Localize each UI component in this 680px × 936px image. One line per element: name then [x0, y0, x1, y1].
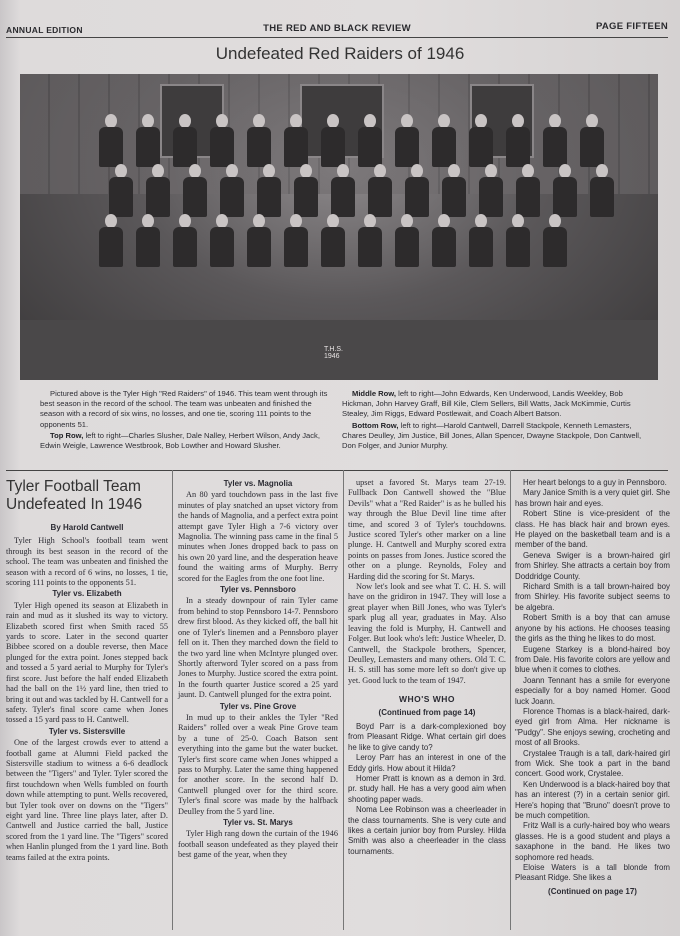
photo-caption-right — [342, 389, 642, 452]
page-header — [6, 20, 668, 36]
player-figure — [182, 164, 208, 216]
paragraph: Tyler High rang down the curtain of the 1946 football season undefeated as they played their best game of the year, when they — [178, 829, 338, 860]
player-figure — [209, 214, 235, 266]
profile-paragraph: Robert Smith is a boy that can amuse anyone by his actions. He chooses teasing the girls as the thing he likes to do most. — [515, 613, 670, 644]
player-figure — [552, 164, 578, 216]
subheading: Tyler vs. St. Marys — [223, 818, 293, 827]
article-column-1 — [6, 520, 168, 863]
column-divider — [172, 470, 173, 930]
player-figure — [431, 114, 457, 166]
continued-on: (Continued on page 17) — [548, 886, 637, 896]
paragraph: upset a favored St. Marys team 27-19. Fullback Don Cantwell showed the "Blue Devils" what a "Red Raider" is as he bulled his way through the Blue Devil line time after time, and scored 3 of Tyler's touchdowns. Justice scored Tyler's other marker on a line plunge. H. Cantwell and Murphy scored extra points on passes from Jones. Justice scored the other on a plunge. Reynolds, Foley and Harding did the scoring for St. Marys. — [348, 478, 506, 581]
subheading: Tyler vs. Pine Grove — [219, 701, 297, 711]
player-figure — [320, 114, 346, 166]
player-figure — [283, 214, 309, 266]
player-figure — [246, 214, 272, 266]
paragraph: An 80 yard touchdown pass in the last five minutes of play snatched an upset victory from the hands of Magnolia, and a perfect extra point attempt gave Tyler High a 7-6 victory over Magnolia. The winning pass came in the final 5 minutes when Jones dropped back to pass on his own 20 yard line, and the desperation heave found the waiting arms of Murphy. Berry scored for the Eagles from the one foot line. — [178, 490, 338, 583]
column-divider — [343, 470, 344, 930]
player-figure — [135, 114, 161, 166]
paragraph: Now let's look and see what T. C. H. S. will have on the gridiron in 1947. They will lose a great player when Bill Jones, who was Tyler's spark plug all year, graduates in May. Also leaving the fold is Murphy, H. Cantwell and Folger. But look who's left: Justice Wheeler, D. Cantwell, the Stackpole brothers, Spencer, Deulley, Lemasters and many others. Old T. C. H. S. still has some more left so don't give up yet. Good luck to the team of 1947. — [348, 582, 506, 685]
column-divider — [510, 470, 511, 930]
profile-paragraph: Boyd Parr is a dark-complexioned boy from Pleasant Ridge. What certain girl does he like to give candy to? — [348, 721, 506, 752]
profile-paragraph: Eugene Starkey is a blond-haired boy from Dale. His favorite colors are yellow and blue when it comes to clothes. — [515, 644, 670, 675]
article-column-2 — [178, 478, 338, 861]
byline: By Harold Cantwell — [50, 523, 124, 532]
subheading: Tyler vs. Magnolia — [223, 479, 293, 488]
edition-label: ANNUAL EDITION — [6, 25, 83, 35]
caption-intro: Pictured above is the Tyler High "Red Raiders" of 1946. This team went through its best season in the record of the school. The team was unbeaten and finished the season with a record of six wins, no losses, and one tie, scoring 111 points to the opponents 51. — [40, 389, 328, 429]
player-figure — [394, 114, 420, 166]
paragraph: One of the largest crowds ever to attend a football game at Alumni Field packed the Sistersville stadium to witness a 6-6 deadlock between the "Tigers" and Tyler. Tyler scored the first touchdown when Wells fumbled on fourth down while attempting to punt. Wells recovered, but Tyler took over on downs on the "Tigers" eight yard line. Three line plays later, after D. Cantwell and Justice carried the ball, Justice scored from the 1 yard line. The "Tigers" scored when Hanlin plunged from the 1 yard line. Both teams failed at the extra points. — [6, 738, 168, 862]
photo-label: T.H.S. 1946 — [323, 346, 343, 360]
player-figure — [515, 164, 541, 216]
player-figure — [246, 114, 272, 166]
subheading: Tyler vs. Elizabeth — [52, 589, 122, 599]
profile-paragraph: Fritz Wall is a curly-haired boy who wears glasses. He is a good student and plays a saxaphone in the band. He likes two sophomore red heads. — [515, 821, 670, 862]
profile-paragraph: Homer Pratt is known as a demon in 3rd. pr. study hall. He has a very good aim when shooting paper wads. — [348, 773, 506, 804]
player-figure — [441, 164, 467, 216]
profile-paragraph: Richard Smith is a tall brown-haired boy from Shirley. His favorite subject seems to be algebra. — [515, 582, 670, 612]
caption-bottom-row: Bottom Row, left to right—Harold Cantwell, Darrell Stackpole, Kenneth Lemasters, Chares Deulley, Jim Justice, Bill Jones, Allan Spencer, Dwayne Stackpole, Don Cantwell, Don Folger, and Junior Murphy. — [342, 420, 642, 451]
profile-paragraph: Ken Underwood is a black-haired boy that has an interest (?) in a certain senior girl. Here's hoping that "Bruno" doesn't prove to be much competition. — [515, 779, 670, 820]
paragraph: In mud up to their ankles the Tyler "Red Raiders" rolled over a weak Pine Grove team by a tune of 25-0. Coach Batson sent everything into the game but the water bucket. Tyler's first score came when Jones whipped a pass to Murphy. Later the same thing happened for another score. In the second half D. Cantwell plunged over for the third score. Tyler's final score was made by the halfback Deulley from the 5 yard line. — [178, 712, 338, 816]
player-figure — [468, 214, 494, 266]
profile-paragraph: Noma Lee Robinson was a cheerleader in the class tournaments. She is very cute and likes a certain junior boy from Pursley. Hilda Smith was also a cheerleader in the class tournaments. — [348, 805, 506, 856]
player-figure — [172, 114, 198, 166]
player-figure — [357, 214, 383, 266]
caption-top-row: Top Row, left to right—Charles Slusher, Dale Nalley, Herbert Wilson, Andy Jack, Edwin Weigle, Lawrence Westbrook, Bob Lowther and Howard Slusher. — [40, 430, 320, 451]
profile-paragraph: Geneva Swiger is a brown-haired girl from Shirley. She attracts a certain boy from Doddridge County. — [515, 550, 670, 581]
player-figure — [145, 164, 171, 216]
player-figure — [579, 114, 605, 166]
profile-paragraph: Leroy Parr has an interest in one of the Eddy girls. How about it Hilda? — [348, 753, 506, 773]
player-figure — [505, 114, 531, 166]
team-photo — [20, 74, 658, 380]
article-headline: Tyler Football Team Undefeated In 1946 — [6, 478, 143, 513]
player-figure — [589, 164, 615, 216]
profile-paragraph: Joann Tennant has a smile for everyone especially for a boy named Homer. Good luck Joann. — [515, 675, 670, 706]
profile-paragraph: Her heart belongs to a guy in Pennsboro. — [523, 478, 667, 487]
profile-paragraph: Mary Janice Smith is a very quiet girl. She has brown hair and eyes. — [515, 488, 670, 508]
page-number: PAGE FIFTEEN — [595, 21, 668, 32]
player-figure — [320, 214, 346, 266]
header-rule — [6, 37, 668, 38]
player-figure — [357, 114, 383, 166]
profile-paragraph: Florence Thomas is a black-haired, dark-eyed girl from Alma. Her nickname is "Pudgy". She enjoys sewing, crocheting and most of all Brooks. — [515, 706, 670, 748]
player-figure — [98, 214, 124, 266]
photo-caption-left — [40, 389, 330, 452]
player-figure — [404, 164, 430, 216]
player-figure — [209, 114, 235, 166]
profile-paragraph: Crystalee Traugh is a tall, dark-haired girl from Wick. She took a part in the band concert. Good work, Crystalee. — [515, 748, 670, 779]
subheading: Tyler vs. Pennsboro — [220, 585, 296, 595]
player-figure — [394, 214, 420, 266]
player-figure — [256, 164, 282, 216]
paragraph: Tyler High School's football team went through its best season in the record of the school. The team was unbeaten and finished the season with a record of 6 wins, no losses, 1 tie, scoring 111 points to the opponents 51. — [6, 536, 168, 588]
profile-paragraph: Eloise Waters is a tall blonde from Pleasant Ridge. She likes a — [515, 863, 670, 883]
caption-middle-row: Middle Row, left to right—John Edwards, Ken Underwood, Landis Weekley, Bob Hickman, John Harvey Graff, Bill Kile, Clem Sellers, Bill Watts, Jack McKimmie, Curtis Stealey, Jim Riggs, Edward Postlewait, and Coach Albert Batson. — [342, 389, 631, 419]
player-figure — [478, 164, 504, 216]
player-figure — [283, 114, 309, 166]
paragraph: In a steady downpour of rain Tyler came from behind to stop Pennsboro 14-7. Pennsboro drew first blood. As they kicked off, the ball hit one of Tyler's linemen and a Pennsboro player fell on it. Then they marched down the field to the two yard line when McIntyre plunged over. Shortly afterword Tyler scored on a pass from Jones to Murphy. Justice scored the extra point. In the fourth quarter Justice scored a 25 yard jaunt. D. Cantwell plunged for the extra point. — [178, 596, 338, 700]
player-figure — [172, 214, 198, 266]
player-figure — [108, 164, 134, 216]
player-figure — [330, 164, 356, 216]
section-rule — [6, 470, 668, 471]
profile-paragraph: Robert Stine is vice-president of the class. He has black hair and brown eyes. He played on the basketball team and is a member of the band. — [515, 509, 670, 550]
paragraph: Tyler High opened its season at Elizabeth in rain and mud as it slushed its way to victory. Elizabeth scored first when Smith raced 55 yards to score. Later in the second quarter Bibbee scored on a double reverse, then Mace plunged for the extra point. Jones stepped back and tossed a 5 yard aerial to Murphy for Tyler's first score. Just before the half ended Elizabeth had the ball on the 1½ yard line, then tried to bring it out and was tackled by H. Cantwell for a safety. Tyler's final score came when Jones tossed a 15 yard pass to H. Cantwell. — [6, 600, 168, 725]
player-figure — [367, 164, 393, 216]
continued-from: (Continued from page 14) — [378, 707, 476, 717]
whos-who-heading: WHO'S WHO — [398, 694, 456, 705]
player-figure — [542, 214, 568, 266]
player-figure — [505, 214, 531, 266]
player-figure — [98, 114, 124, 166]
publication-name: THE RED AND BLACK REVIEW — [263, 23, 411, 34]
player-figure — [542, 114, 568, 166]
player-figure — [219, 164, 245, 216]
player-figure — [431, 214, 457, 266]
subheading: Tyler vs. Sistersville — [48, 726, 126, 736]
article-column-4 — [515, 478, 670, 901]
article-column-3 — [348, 478, 506, 857]
player-figure — [135, 214, 161, 266]
page-title: Undefeated Red Raiders of 1946 — [215, 44, 465, 63]
player-figure — [293, 164, 319, 216]
player-figure — [468, 114, 494, 166]
